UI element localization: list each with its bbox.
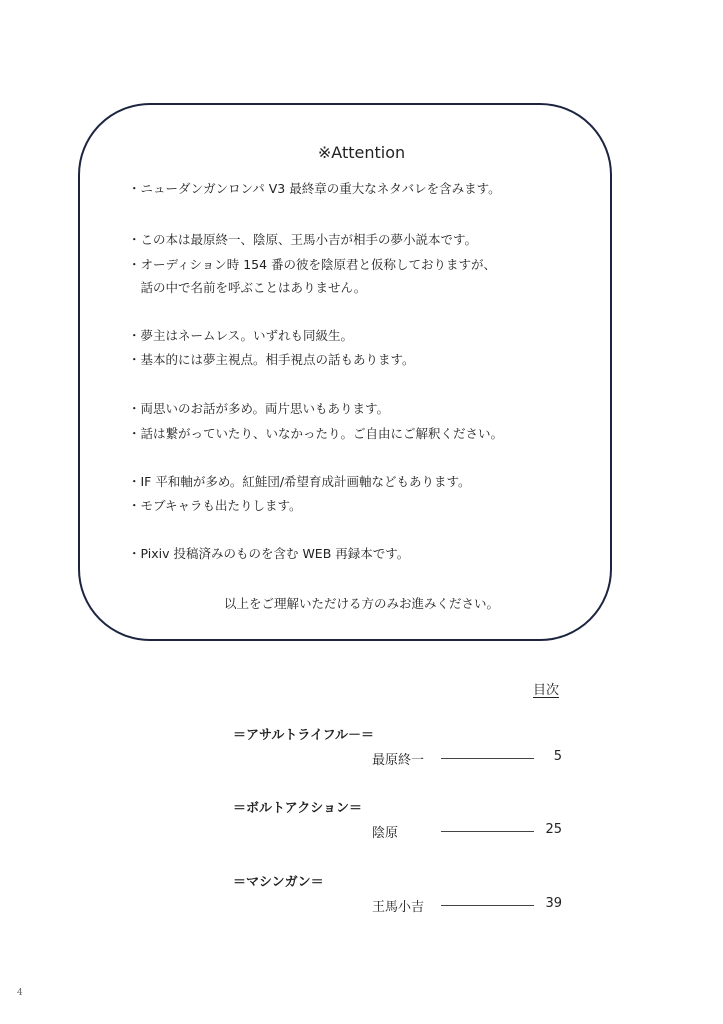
toc-leader-line — [441, 905, 534, 906]
attention-line: ・Pixiv 投稿済みのものを含む WEB 再録本です。 — [128, 546, 410, 561]
toc-entry-page: 25 — [545, 822, 562, 837]
attention-closing: 以上をご理解いただける方のみお進みください。 — [223, 596, 499, 611]
toc-entry — [372, 822, 562, 840]
page-number: 4 — [17, 988, 23, 998]
toc-entry — [372, 749, 562, 767]
attention-line: ・夢主はネームレス。いずれも同級生。 — [128, 328, 354, 343]
toc-chapter-title: ＝マシンガン＝ — [233, 875, 324, 890]
attention-line: ・オーディション時 154 番の彼を陰原君と仮称しておりますが、 — [128, 257, 497, 272]
attention-line: ・この本は最原終一、陰原、王馬小吉が相手の夢小説本です。 — [128, 232, 478, 247]
toc-chapter-title: ＝ボルトアクション＝ — [233, 801, 362, 816]
toc-leader-line — [441, 831, 534, 832]
toc-entry — [372, 896, 562, 914]
attention-line: ・両思いのお話が多め。両片思いもあります。 — [128, 401, 390, 416]
toc-leader-line — [441, 758, 534, 759]
attention-line: ・話は繋がっていたり、いなかったり。ご自由にご解釈ください。 — [128, 426, 504, 441]
attention-line: ・ニューダンガンロンパ V3 最終章の重大なネタバレを含みます。 — [128, 181, 501, 196]
toc-heading: 目次 — [533, 683, 560, 698]
attention-line: ・基本的には夢主視点。相手視点の話もあります。 — [128, 352, 415, 367]
attention-title: ※Attention — [317, 143, 406, 162]
toc-entry-name: 最原終一 — [372, 753, 425, 768]
toc-entry-page: 39 — [545, 896, 562, 911]
toc-entry-page: 5 — [553, 749, 562, 764]
attention-line: ・IF 平和軸が多め。紅鮭団/希望育成計画軸などもあります。 — [128, 474, 471, 489]
attention-line: ・モブキャラも出たりします。 — [128, 498, 302, 513]
toc-entry-name: 王馬小吉 — [372, 900, 425, 915]
toc-chapter-title: ＝アサルトライフル－＝ — [233, 728, 375, 743]
attention-line: 話の中で名前を呼ぶことはありません。 — [128, 280, 367, 295]
toc-entry-name: 陰原 — [372, 826, 399, 841]
